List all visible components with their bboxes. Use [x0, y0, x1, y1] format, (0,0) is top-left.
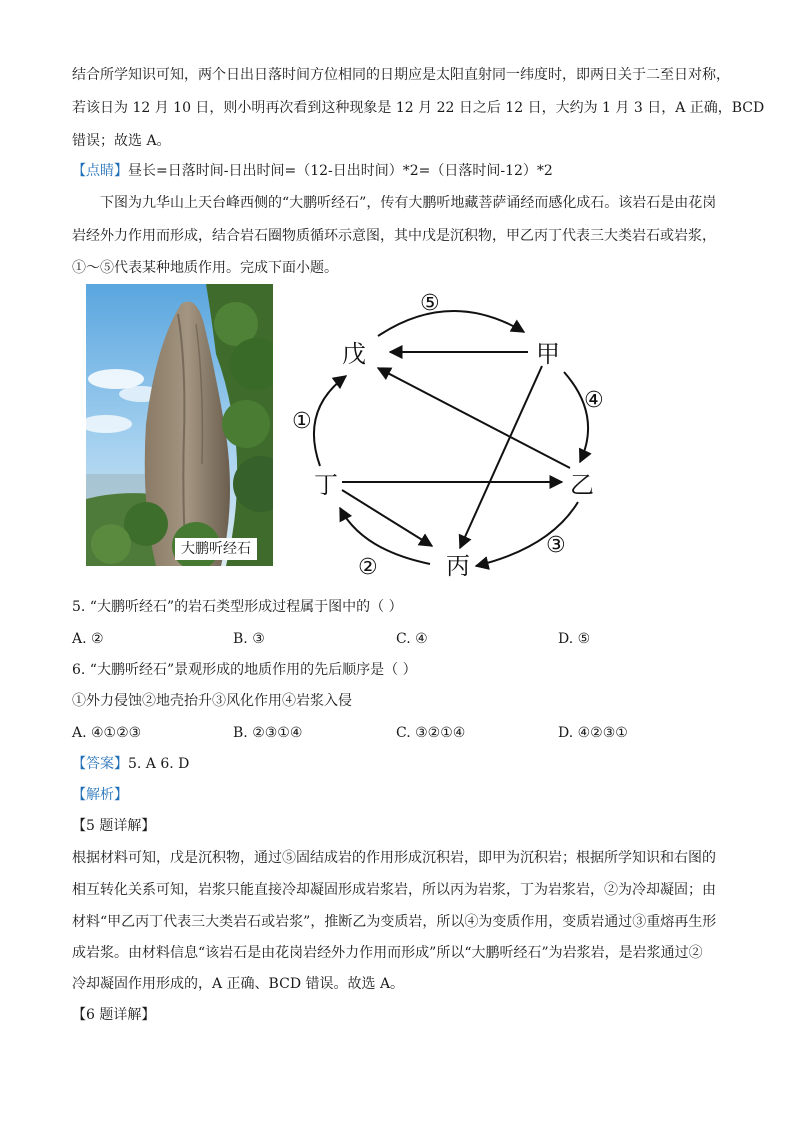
rock-photo-illustration	[86, 284, 273, 566]
q6-option-d[interactable]: D. ④②③①	[558, 725, 628, 741]
node-bing: 丙	[446, 552, 470, 580]
photo-caption: 大鹏听经石	[175, 538, 257, 560]
arrow-p4-jia-to-yi	[564, 372, 588, 462]
q6-stem: 6. “大鹏听经石”景观形成的地质作用的先后顺序是（ ）	[72, 662, 417, 678]
material-line-1: 下图为九华山上天台峰西侧的“大鹏听经石”，传有大鹏听地藏菩萨诵经而感化成石。该岩石是由花岗	[100, 195, 717, 211]
q6-option-a[interactable]: A. ④①②③	[72, 725, 142, 741]
tip-label: 【点睛】	[72, 163, 128, 179]
node-ding: 丁	[314, 471, 338, 499]
detail5-line-1: 根据材料可知，戊是沉积物，通过⑤固结成岩的作用形成沉积岩，即甲为沉积岩；根据所学知识和右图的	[72, 850, 716, 866]
process-5-label: ⑤	[420, 291, 440, 316]
q5-option-a[interactable]: A. ②	[72, 631, 104, 647]
rock-cycle-diagram	[280, 280, 640, 590]
detail5-line-2: 相互转化关系可知，岩浆只能直接冷却凝固形成岩浆岩，所以丙为岩浆，丁为岩浆岩，②为冷却凝固；由	[72, 882, 716, 898]
q5-option-b[interactable]: B. ③	[233, 631, 265, 647]
arrow-ding-to-bing	[342, 490, 432, 546]
detail5-line-3: 材料“甲乙丙丁代表三大类岩石或岩浆”，推断乙为变质岩，所以④为变质作用，变质岩通过③重熔再生形	[72, 914, 717, 930]
arrow-p1-ding-to-wu	[314, 376, 346, 466]
node-wu: 戊	[342, 340, 366, 368]
intro-line-2: 若该日为 12 月 10 日，则小明再次看到这种现象是 12 月 22 日之后 12 日，大约为 1 月 3 日，A 正确，BCD	[72, 100, 765, 116]
answer-line	[72, 755, 732, 773]
process-3-label: ③	[546, 533, 566, 558]
q5-option-c[interactable]: C. ④	[396, 631, 428, 647]
process-1-label: ①	[292, 409, 312, 434]
analysis-label: 【解析】	[72, 787, 128, 803]
tip-text: 昼长=日落时间-日出时间=（12-日出时间）*2=（日落时间-12）*2	[128, 163, 553, 179]
detail5-heading: 【5 题详解】	[72, 818, 156, 834]
q5-option-d[interactable]: D. ⑤	[558, 631, 591, 647]
detail5-line-4: 成岩浆。由材料信息“该岩石是由花岗岩经外力作用而形成”所以“大鹏听经石”为岩浆岩，是岩浆通过②	[72, 945, 703, 961]
q6-list: ①外力侵蚀②地壳抬升③风化作用④岩浆入侵	[72, 693, 352, 709]
q6-option-c[interactable]: C. ③②①④	[396, 725, 466, 741]
arrow-yi-to-wu	[378, 368, 570, 468]
answer-text: 5. A 6. D	[128, 756, 190, 772]
process-2-label: ②	[358, 555, 378, 580]
intro-line-1: 结合所学知识可知，两个日出日落时间方位相同的日期应是太阳直射同一纬度时，即两日关于二至日对称，	[72, 67, 730, 83]
q6-option-b[interactable]: B. ②③①④	[233, 725, 303, 741]
tip-paragraph	[72, 162, 732, 180]
detail6-heading: 【6 题详解】	[72, 1007, 156, 1023]
analysis-line	[72, 786, 732, 804]
rock-photo	[86, 284, 273, 566]
node-yi: 乙	[570, 471, 594, 499]
material-line-2: 岩经外力作用而形成，结合岩石圈物质循环示意图，其中戊是沉积物，甲乙丙丁代表三大类岩石或岩浆，	[72, 228, 716, 244]
detail5-line-5: 冷却凝固作用形成的，A 正确、BCD 错误。故选 A。	[72, 976, 405, 992]
node-jia: 甲	[536, 340, 560, 368]
arrow-p5-wu-to-jia	[378, 311, 524, 336]
arrow-jia-to-bing	[460, 366, 542, 548]
process-4-label: ④	[584, 388, 604, 413]
material-line-3: ①～⑤代表某种地质作用。完成下面小题。	[72, 260, 338, 276]
intro-line-3: 错误；故选 A。	[72, 133, 171, 149]
answer-label: 【答案】	[72, 756, 128, 772]
q5-stem: 5. “大鹏听经石”的岩石类型形成过程属于图中的（ ）	[72, 599, 403, 615]
